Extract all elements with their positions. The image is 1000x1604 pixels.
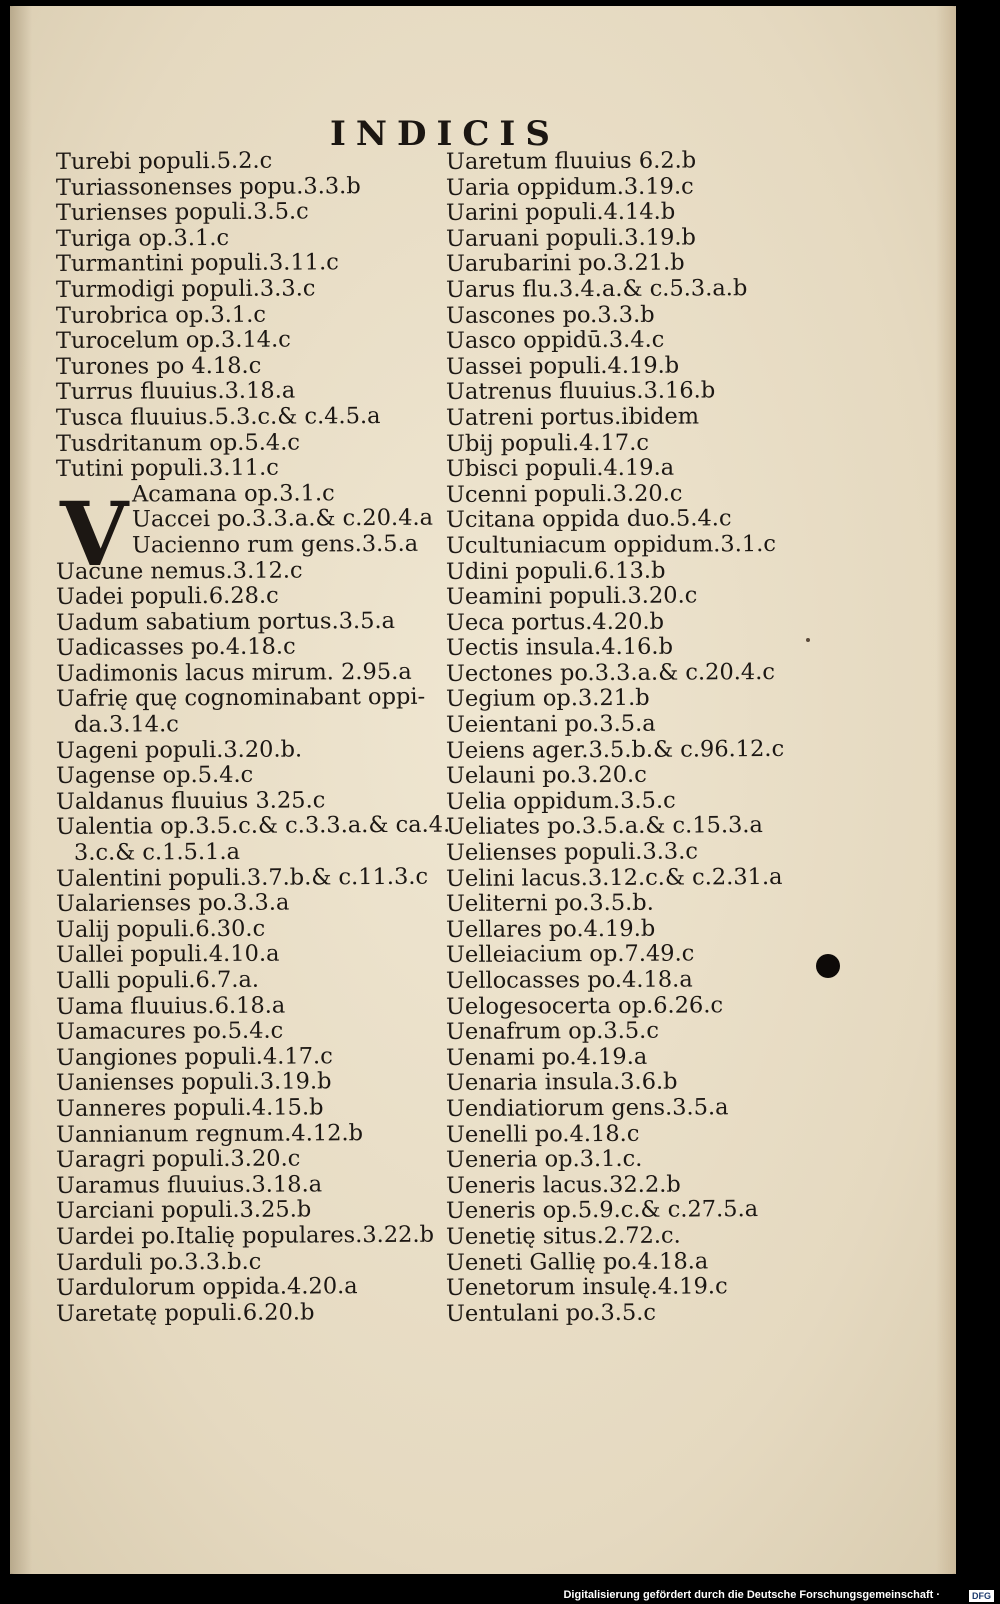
- index-entry: Uellares po.4.19.b: [445, 915, 656, 943]
- index-entry-continuation: 3.c.& c.1.5.1.a: [73, 838, 241, 866]
- index-entry: Turmodigi populi.3.3.c: [55, 275, 316, 303]
- ink-speck: [806, 638, 810, 642]
- index-entry: Uenelli po.4.18.c: [445, 1120, 640, 1148]
- index-entry: Uaramus fluuius.3.18.a: [55, 1171, 323, 1199]
- index-entry: Uelauni po.3.20.c: [445, 762, 647, 790]
- index-entry: Uelia oppidum.3.5.c: [445, 787, 676, 815]
- index-entry: Uarduli po.3.3.b.c: [55, 1248, 262, 1276]
- index-entry: Turones po 4.18.c: [55, 352, 262, 380]
- index-entry: Uaruani populi.3.19.b: [445, 224, 696, 252]
- index-entry: Uendiatiorum gens.3.5.a: [445, 1094, 729, 1122]
- index-entry: Tusdritanum op.5.4.c: [55, 429, 301, 457]
- dfg-logo: DFG: [969, 1590, 994, 1602]
- index-entry: Uaccei po.3.3.a.& c.20.4.a: [131, 505, 434, 533]
- index-entry: Uellocasses po.4.18.a: [445, 966, 693, 994]
- index-entry: Uenami po.4.19.a: [445, 1043, 648, 1071]
- index-entry: Ueliates po.3.5.a.& c.15.3.a: [445, 812, 764, 841]
- index-entry: Ualli populi.6.7.a.: [55, 966, 260, 994]
- index-entry: Ueneris lacus.32.2.b: [445, 1171, 681, 1199]
- index-entry: Uarciani populi.3.25.b: [55, 1196, 312, 1225]
- index-entry: Uatrenus fluuius.3.16.b: [445, 377, 716, 406]
- index-entry: Acamana op.3.1.c: [131, 480, 335, 508]
- digitization-credit: Digitalisierung gefördert durch die Deutsche Forschungsgemeinschaft ·: [563, 1589, 940, 1601]
- index-entry: Ucultuniacum oppidum.3.1.c: [445, 530, 777, 559]
- index-entry: Turrus fluuius.3.18.a: [55, 377, 296, 406]
- index-entry: Uaria oppidum.3.19.c: [445, 173, 694, 201]
- page-edge-stain: [936, 6, 956, 1574]
- index-entry: Uafrię quę cognominabant oppi-: [55, 684, 426, 713]
- index-entry: Uenafrum op.3.5.c: [445, 1017, 659, 1046]
- index-entry: Ualarienses po.3.3.a: [55, 889, 290, 918]
- index-entry: Uelienses populi.3.3.c: [445, 838, 699, 867]
- index-entry: Uenetię situs.2.72.c.: [445, 1222, 681, 1250]
- index-entry: Ueca portus.4.20.b: [445, 608, 665, 636]
- index-entry: Uaretatę populi.6.20.b: [55, 1299, 315, 1327]
- index-entry: Uallei populi.4.10.a: [55, 941, 280, 969]
- index-entry: Turienses populi.3.5.c: [55, 198, 309, 227]
- index-entry: Uatreni portus.ibidem: [445, 403, 700, 431]
- index-entry: Ueamini populi.3.20.c: [445, 582, 698, 611]
- index-entry: Uadum sabatium portus.3.5.a: [55, 607, 396, 636]
- index-entry-continuation: da.3.14.c: [73, 711, 179, 738]
- index-entry: Uageni populi.3.20.b.: [55, 736, 303, 764]
- index-entry: Uardulorum oppida.4.20.a: [55, 1273, 358, 1302]
- index-entry: Uannianum regnum.4.12.b: [55, 1119, 364, 1148]
- index-entry: Turmantini populi.3.11.c: [55, 249, 339, 278]
- index-entry: Uadimonis lacus mirum. 2.95.a: [55, 658, 412, 687]
- index-entry: Uardei po.Italię populares.3.22.b: [55, 1221, 435, 1250]
- index-entry: Uaragri populi.3.20.c: [55, 1145, 301, 1174]
- index-entry: Tusca fluuius.5.3.c.& c.4.5.a: [55, 402, 381, 431]
- index-entry: Uarus flu.3.4.a.& c.5.3.a.b: [445, 275, 748, 303]
- ink-blot: [816, 954, 840, 978]
- index-entry: Uentulani po.3.5.c: [445, 1299, 657, 1327]
- index-entry: Uagense op.5.4.c: [55, 762, 254, 790]
- index-entry: Turiga op.3.1.c: [55, 224, 230, 252]
- index-entry: Ualij populi.6.30.c: [55, 915, 266, 943]
- index-entry: Udini populi.6.13.b: [445, 557, 666, 585]
- index-entry: Uegium op.3.21.b: [445, 685, 650, 713]
- index-entry: Ueientani po.3.5.a: [445, 710, 656, 739]
- index-entry: Tutini populi.3.11.c: [55, 454, 279, 483]
- index-entry: Turiassonenses popu.3.3.b: [55, 172, 361, 201]
- index-entry: Uasco oppidū.3.4.c: [445, 326, 665, 355]
- index-column-left: [55, 147, 451, 1327]
- index-entry: Uascones po.3.3.b: [445, 301, 655, 329]
- index-entry: Uanienses populi.3.19.b: [55, 1068, 332, 1097]
- index-entry: Ubij populi.4.17.c: [445, 429, 650, 457]
- drop-cap-initial: V: [60, 482, 129, 586]
- index-entry: Ucitana oppida duo.5.4.c: [445, 505, 732, 534]
- index-entry: Turocelum op.3.14.c: [55, 326, 291, 355]
- index-entry: Ubisci populi.4.19.a: [445, 454, 675, 483]
- index-entry: Ueneti Gallię po.4.18.a: [445, 1247, 709, 1276]
- index-entry: Uadicasses po.4.18.c: [55, 633, 296, 662]
- index-entry: Ualentini populi.3.7.b.& c.11.3.c: [55, 863, 429, 892]
- index-entry: Uacienno rum gens.3.5.a: [131, 530, 419, 559]
- index-entry: Ueliterni po.3.5.b.: [445, 889, 654, 918]
- index-entry: Ualdanus fluuius 3.25.c: [55, 787, 326, 815]
- index-column-right: [445, 147, 786, 1327]
- index-entry: Uassei populi.4.19.b: [445, 352, 680, 380]
- index-entry: Uenetorum insulę.4.19.c: [445, 1273, 728, 1302]
- index-entry: Uarini populi.4.14.b: [445, 198, 676, 227]
- index-entry: Uangiones populi.4.17.c: [55, 1043, 333, 1071]
- index-entry: Uadei populi.6.28.c: [55, 582, 279, 611]
- index-entry: Uelini lacus.3.12.c.& c.2.31.a: [445, 863, 783, 892]
- index-entry: Ueneria op.3.1.c.: [445, 1145, 643, 1174]
- index-entry: Uanneres populi.4.15.b: [55, 1094, 324, 1122]
- index-entry: Uelleiacium op.7.49.c: [445, 940, 695, 969]
- index-entry: Turobrica op.3.1.c: [55, 301, 267, 329]
- page-heading: INDICIS: [330, 114, 560, 154]
- index-entry: Ueiens ager.3.5.b.& c.96.12.c: [445, 735, 785, 764]
- index-entry: Ucenni populi.3.20.c: [445, 480, 683, 508]
- index-entry: Ueneris op.5.9.c.& c.27.5.a: [445, 1196, 759, 1225]
- index-entry: Uacune nemus.3.12.c: [55, 556, 303, 585]
- index-entry: Uectis insula.4.16.b: [445, 633, 674, 662]
- book-page: [10, 6, 956, 1574]
- index-entry: Uaretum fluuius 6.2.b: [445, 147, 697, 175]
- index-entry: Uectones po.3.3.a.& c.20.4.c: [445, 658, 776, 687]
- index-entry: Uarubarini po.3.21.b: [445, 249, 685, 278]
- index-entry: Uama fluuius.6.18.a: [55, 992, 286, 1020]
- index-entry: Uelogesocerta op.6.26.c: [445, 991, 724, 1020]
- index-entry: Turebi populi.5.2.c: [55, 147, 273, 175]
- index-entry: Ualentia op.3.5.c.& c.3.3.a.& ca.4.: [55, 812, 451, 841]
- index-entry: Uenaria insula.3.6.b: [445, 1068, 678, 1097]
- index-entry: Uamacures po.5.4.c: [55, 1017, 284, 1046]
- page-spine-shadow: [10, 6, 32, 1574]
